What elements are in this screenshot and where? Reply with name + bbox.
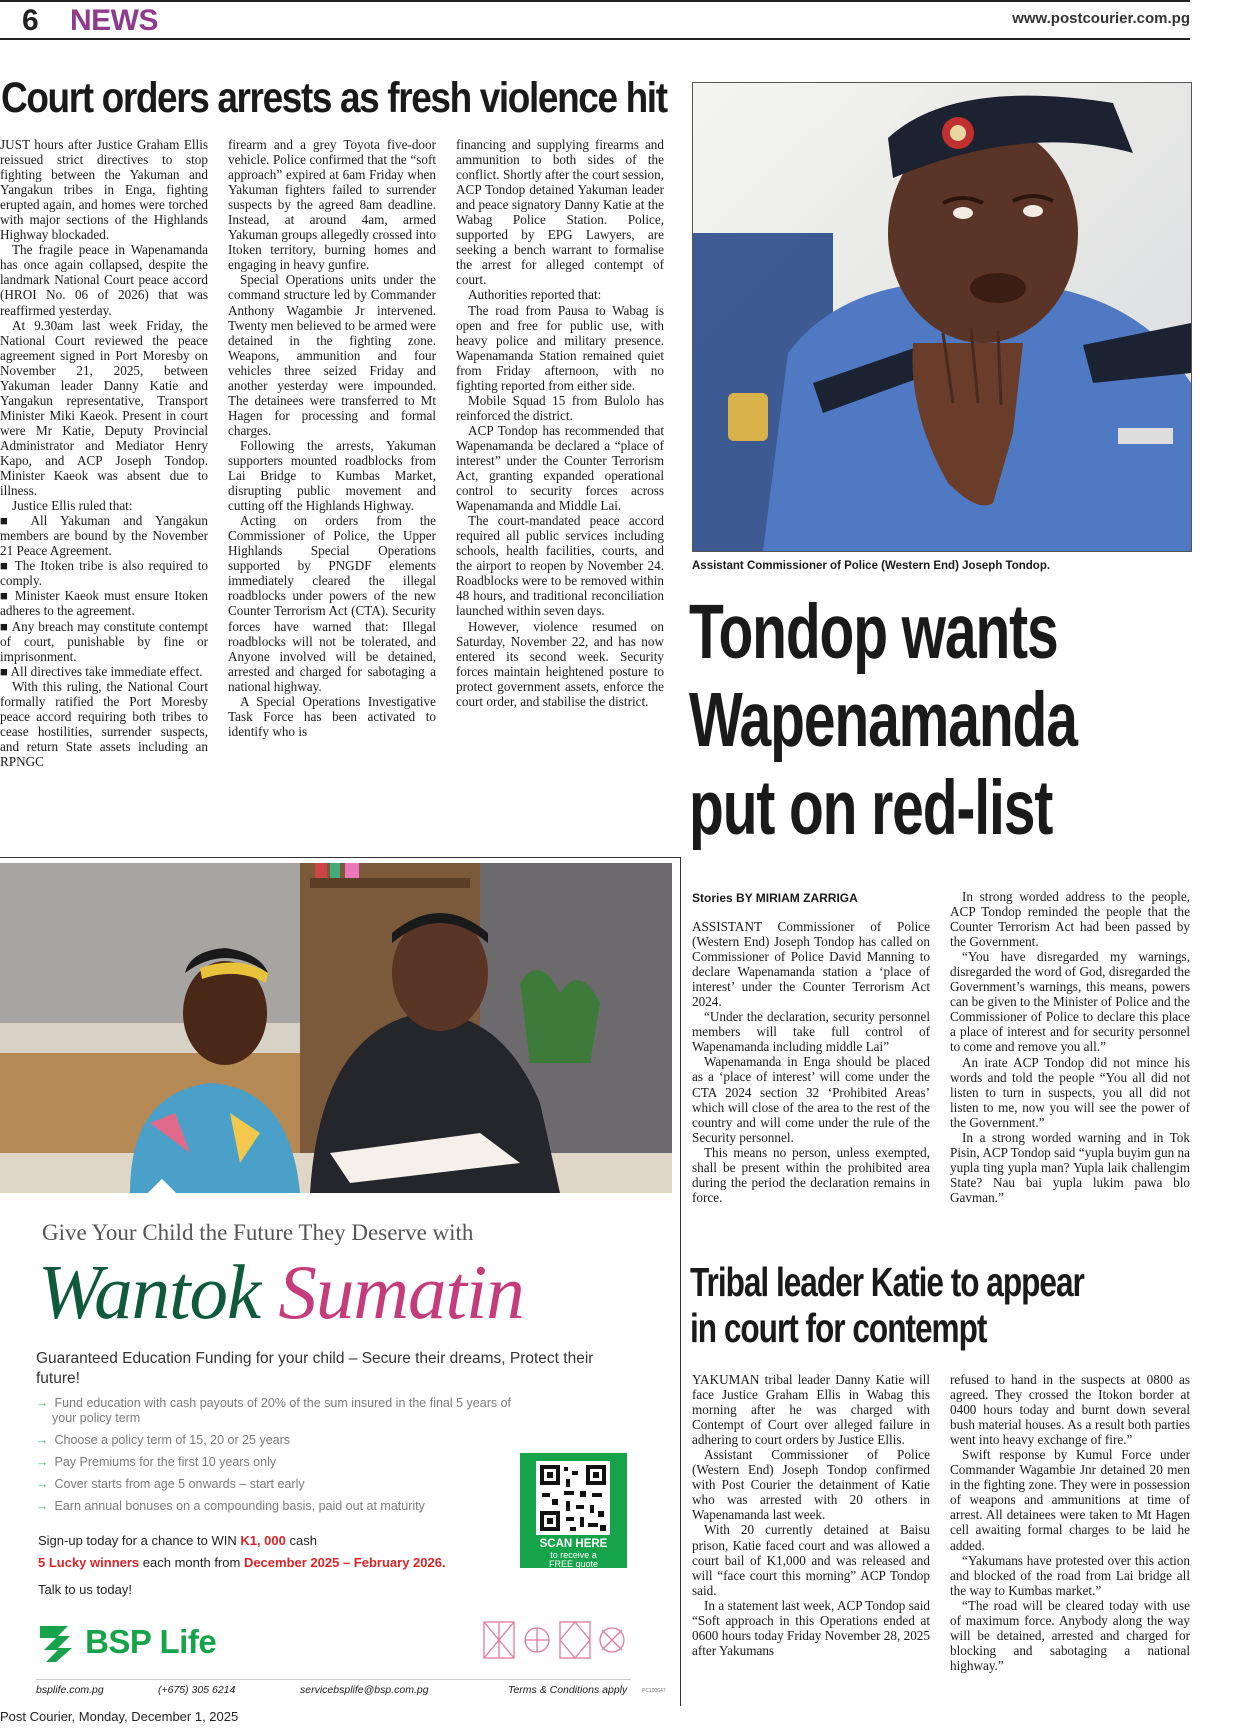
bsp-logo[interactable] [36,1620,216,1662]
arrow-icon: → [36,1433,49,1447]
arrow-icon: → [36,1455,49,1469]
story1-col1: JUST hours after Justice Graham Ellis reissued strict directives to stop fighting between the Yakuman and Yangakun tribes in Enga, fighting erupted again, and homes were torched with major sections of the Highlands Highway blockaded. The fragile peace in Wapenamanda has once again collapsed, despite the landmark National Court peace accord (HROI No. 06 of 2026) that was reaffirmed yesterday. At 9.30am last week Friday, the National Court reviewed the peace agreement signed in Port Moresby on November 21, 2025, between Yakuman leader Danny Katie and Yangakun representative, Transport Minister Miki Kaeok. Present in court were Mr Katie, Deputy Provincial Administrator and Mediator Henry Kapo, and ACP Joseph Tondop. Minister Kaeok was absent due to illness. Justice Ellis ruled that: ■ All Yakuman and Yangakun members are bound by the November 21 Peace Agreement. ■ The Itoken tribe is also required to comply. ■ Minister Kaeok must ensure Itoken adheres to the agreement. ■ Any breach may constitute contempt of court, punishable by fine or imprisonment. ■ All directives take immediate effect. With this ruling, the National Court formally ratified the Port Moresby peace accord requiring both tribes to cease hostilities, surrender suspects, and return State assets including an RPNGC [0,137,208,769]
advertisement[interactable] [0,857,681,1706]
tondop-photo [692,82,1192,552]
ad-brand-sumatin: Sumatin [278,1249,524,1335]
ad-photo [0,863,672,1193]
story1-col2: firearm and a grey Toyota five-door vehicle. Police confirmed that the “soft approach” expired at 6am Friday when Yakuman fighters failed to surrender suspects by the agreed 8am deadline. Instead, at around 4am, armed Yakuman groups allegedly crossed into Itoken territory, burning homes and engaging in heavy gunfire. Special Operations units under the command structure led by Commander Anthony Wagambie Jr intervened. Twenty men believed to be armed were detained in the fighting zone. Weapons, ammunition and four vehicles three seized Friday and another yesterday were impounded. The detainees were transferred to Mt Hagen for processing and formal charges. Following the arrests, Yakuman supporters mounted roadblocks from Lai Bridge to Kumbas Market, disrupting public movement and cutting off the Highlands Highway. Acting on orders from the Commissioner of Police, the Upper Highlands Special Operations supported by PNGDF elements immediately cleared the illegal roadblocks under powers of the new Counter Terrorism Act (CTA). Security forces have warned that: Illegal roadblocks will not be tolerated, and Anyone involved will be detained, arrested and charged for sabotaging a national highway. A Special Operations Investigative Task Force has been activated to identify who is [228,137,436,739]
ad-code: PC100647 [642,1688,666,1694]
story3-headline-line2: in court for contempt [690,1305,987,1351]
qr-box[interactable] [520,1453,627,1568]
ad-talk: Talk to us today! [38,1582,132,1597]
story3-col2: refused to hand in the suspects at 0800 as agreed. They crossed the Itokon border at 0400 hours today and burnt down several bush material houses. As a result both parties went into heavy exchange of fire.” Swift response by Kumul Force under Commander Wagambie Jnr detained 20 men in the fighting zone. They were in possession of weapons and ammunitions at time of arrest. All detainees were taken to Mt Hagen cell awaiting formal charges to be laid he added. “Yakumans have protested over this action and blocked of the road from Lai bridge all the way to Kumbas market.” “The road will be cleared today with use of maximum force. Anybody along the way will be detained, arrested and charged for blocking and sabotaging a national highway.” [950,1372,1190,1673]
qr-sub2: FREE quote [548,1559,599,1569]
ad-footer-email[interactable]: servicebsplife@bsp.com.pg [300,1684,429,1696]
arrow-icon: → [36,1477,49,1491]
story1-col3: financing and supplying firearms and ammunition to both sides of the conflict. Shortly after the court session, ACP Tondop detained Yakuman leader and peace signatory Danny Katie at the Wabag Police Station. Police, supported by EPG Lawyers, are seeking a bench warrant to formalise the arrest for alleged contempt of court. Authorities reported that: The road from Pausa to Wabag is open and free for public use, with heavy police and military presence. Wapenamanda Station remained quiet from Friday afternoon, with no fighting reported from either side. Mobile Squad 15 from Bulolo has reinforced the district. ACP Tondop has recommended that Wapenamanda be declared a “place of interest” under the Counter Terrorism Act, granting expanded operational control to security forces across Wapenamanda and Middle Lai. The court-mandated peace accord required all public services including schools, health facilities, courts, and the airport to reopen by November 24. Roadblocks were to be removed within 48 hours, and traditional reconciliation launched within seven days. However, violence resumed on Saturday, November 22, and has now entered its second week. Security forces maintain heightened posture to protect government assets, enforce the court order, and stabilise the district. [456,137,664,709]
ad-brand [38,1248,524,1337]
photo-caption: Assistant Commissioner of Police (Western End) Joseph Tondop. [692,560,1051,572]
ad-benefit: → Fund education with cash payouts of 20% of the sum insured in the final 5 years of your policy term [36,1396,512,1425]
bsp-logo-text: BSP Life [85,1623,217,1660]
story1-headline: Court orders arrests as fresh violence hit [1,74,667,122]
tribal-pattern-icon [482,1620,637,1660]
ad-pattern [482,1620,637,1660]
page-dateline: Post Courier, Monday, December 1, 2025 [0,1709,239,1724]
story2-col1: ASSISTANT Commissioner of Police (Western End) Joseph Tondop has called on Commissioner of Police David Manning to declare Wapenamanda station a ‘place of interest’ under the Counter Terrorism Act 2024. “Under the declaration, security personnel members will take full control of Wapenamanda including middle Lai” Wapenamanda in Enga should be placed as a ‘place of interest’ will come under the CTA 2024 section 32 ‘Prohibited Areas’ which will close of the area to the rest of the country and will come under the rule of the Security personnel. This means no person, unless exempted, shall be present within the prohibited area during the period the declaration remains in force. [692,919,930,1205]
arrow-icon: → [36,1499,49,1513]
bsp-logo-icon [36,1620,80,1664]
ad-footer-web[interactable]: bsplife.com.pg [36,1684,104,1696]
qr-title: SCAN HERE [539,1538,608,1550]
story2-col2: In strong worded address to the people, ACP Tondop reminded the people that the Counter Terrorism Act had been passed by the Government. “You have disregarded my warnings, disregarded the word of God, disregarded the Government’s warnings, this means, powers can be given to the Minister of Police and the Commissioner of Police to declare this place a place of interest and for security personnel to come and remove you all.” An irate ACP Tondop did not mince his words and told the people “You all did not listen to turn in suspects, you all did not listen to me, now you will see the power of the Government.” In a strong worded warning and in Tok Pisin, ACP Tondop said “yupla buyim gun na yupla ting yupla man? Yupla laik challengim State? Nau bai yupla lukim pawa blo Gavman.” [950,889,1190,1205]
arrow-icon: → [36,1396,49,1410]
story3-headline [690,1260,1190,1360]
header-rule [0,38,1190,40]
story3-col1: YAKUMAN tribal leader Danny Katie will face Justice Graham Ellis in Wabag this morning after he was charged with Contempt of Court over alleged failure in adhering to court orders by Justice Ellis. Assistant Commissioner of Police (Western End) Joseph Tondop confirmed with Post Courier the detainment of Katie who was arrested with 20 others in Wapenamanda last week. With 20 currently detained at Baisu prison, Katie faced court and was allowed a court bail of K1,000 and was released and will “face court this morning” ACP Tondop said. In a statement last week, ACP Tondop said “Soft approach in this Operations ended at 0600 hours today Friday November 28, 2025 after Yakumans [692,1372,930,1658]
story2-headline-line2: Wapenamanda [689,677,1077,763]
page-number: 6 [22,4,39,37]
ad-benefits-list [36,1396,536,1514]
officer-illustration [693,83,1191,551]
ad-brand-wantok: Wantok [38,1249,261,1335]
ad-tagline: Give Your Child the Future They Deserve with [42,1220,474,1245]
qr-code-icon [536,1461,610,1535]
ad-lucky: 5 Lucky winners each month from December 2025 – February 2026. [38,1555,446,1570]
section-label: NEWS [70,4,158,37]
ad-footer-terms[interactable]: Terms & Conditions apply [508,1684,628,1696]
ad-signup: Sign-up today for a chance to WIN K1, 000 cash [38,1533,317,1548]
story2-headline [689,589,1190,857]
ad-subhead: Guaranteed Education Funding for your child – Secure their dreams, Protect their future! [36,1350,594,1387]
ad-footer-phone[interactable]: (+675) 305 6214 [158,1684,236,1696]
story2-headline-line3: put on red-list [689,765,1053,851]
story3-headline-line1: Tribal leader Katie to appear [690,1259,1084,1305]
ad-family-illustration [0,863,672,1193]
ad-benefit: → Earn annual bonuses on a compounding basis, paid out at maturity [36,1499,425,1513]
top-rule [0,0,1190,2]
ad-footer-rule [36,1679,631,1680]
ad-benefit: → Cover starts from age 5 onwards – start early [36,1477,305,1491]
story2-headline-line1: Tondop wants [689,589,1058,675]
qr-sub1: to receive a [550,1550,597,1560]
website[interactable]: www.postcourier.com.pg [1012,10,1190,27]
byline: Stories BY MIRIAM ZARRIGA [692,891,858,905]
ad-benefit: → Pay Premiums for the first 10 years only [36,1455,277,1469]
ad-benefit: → Choose a policy term of 15, 20 or 25 years [36,1433,291,1447]
